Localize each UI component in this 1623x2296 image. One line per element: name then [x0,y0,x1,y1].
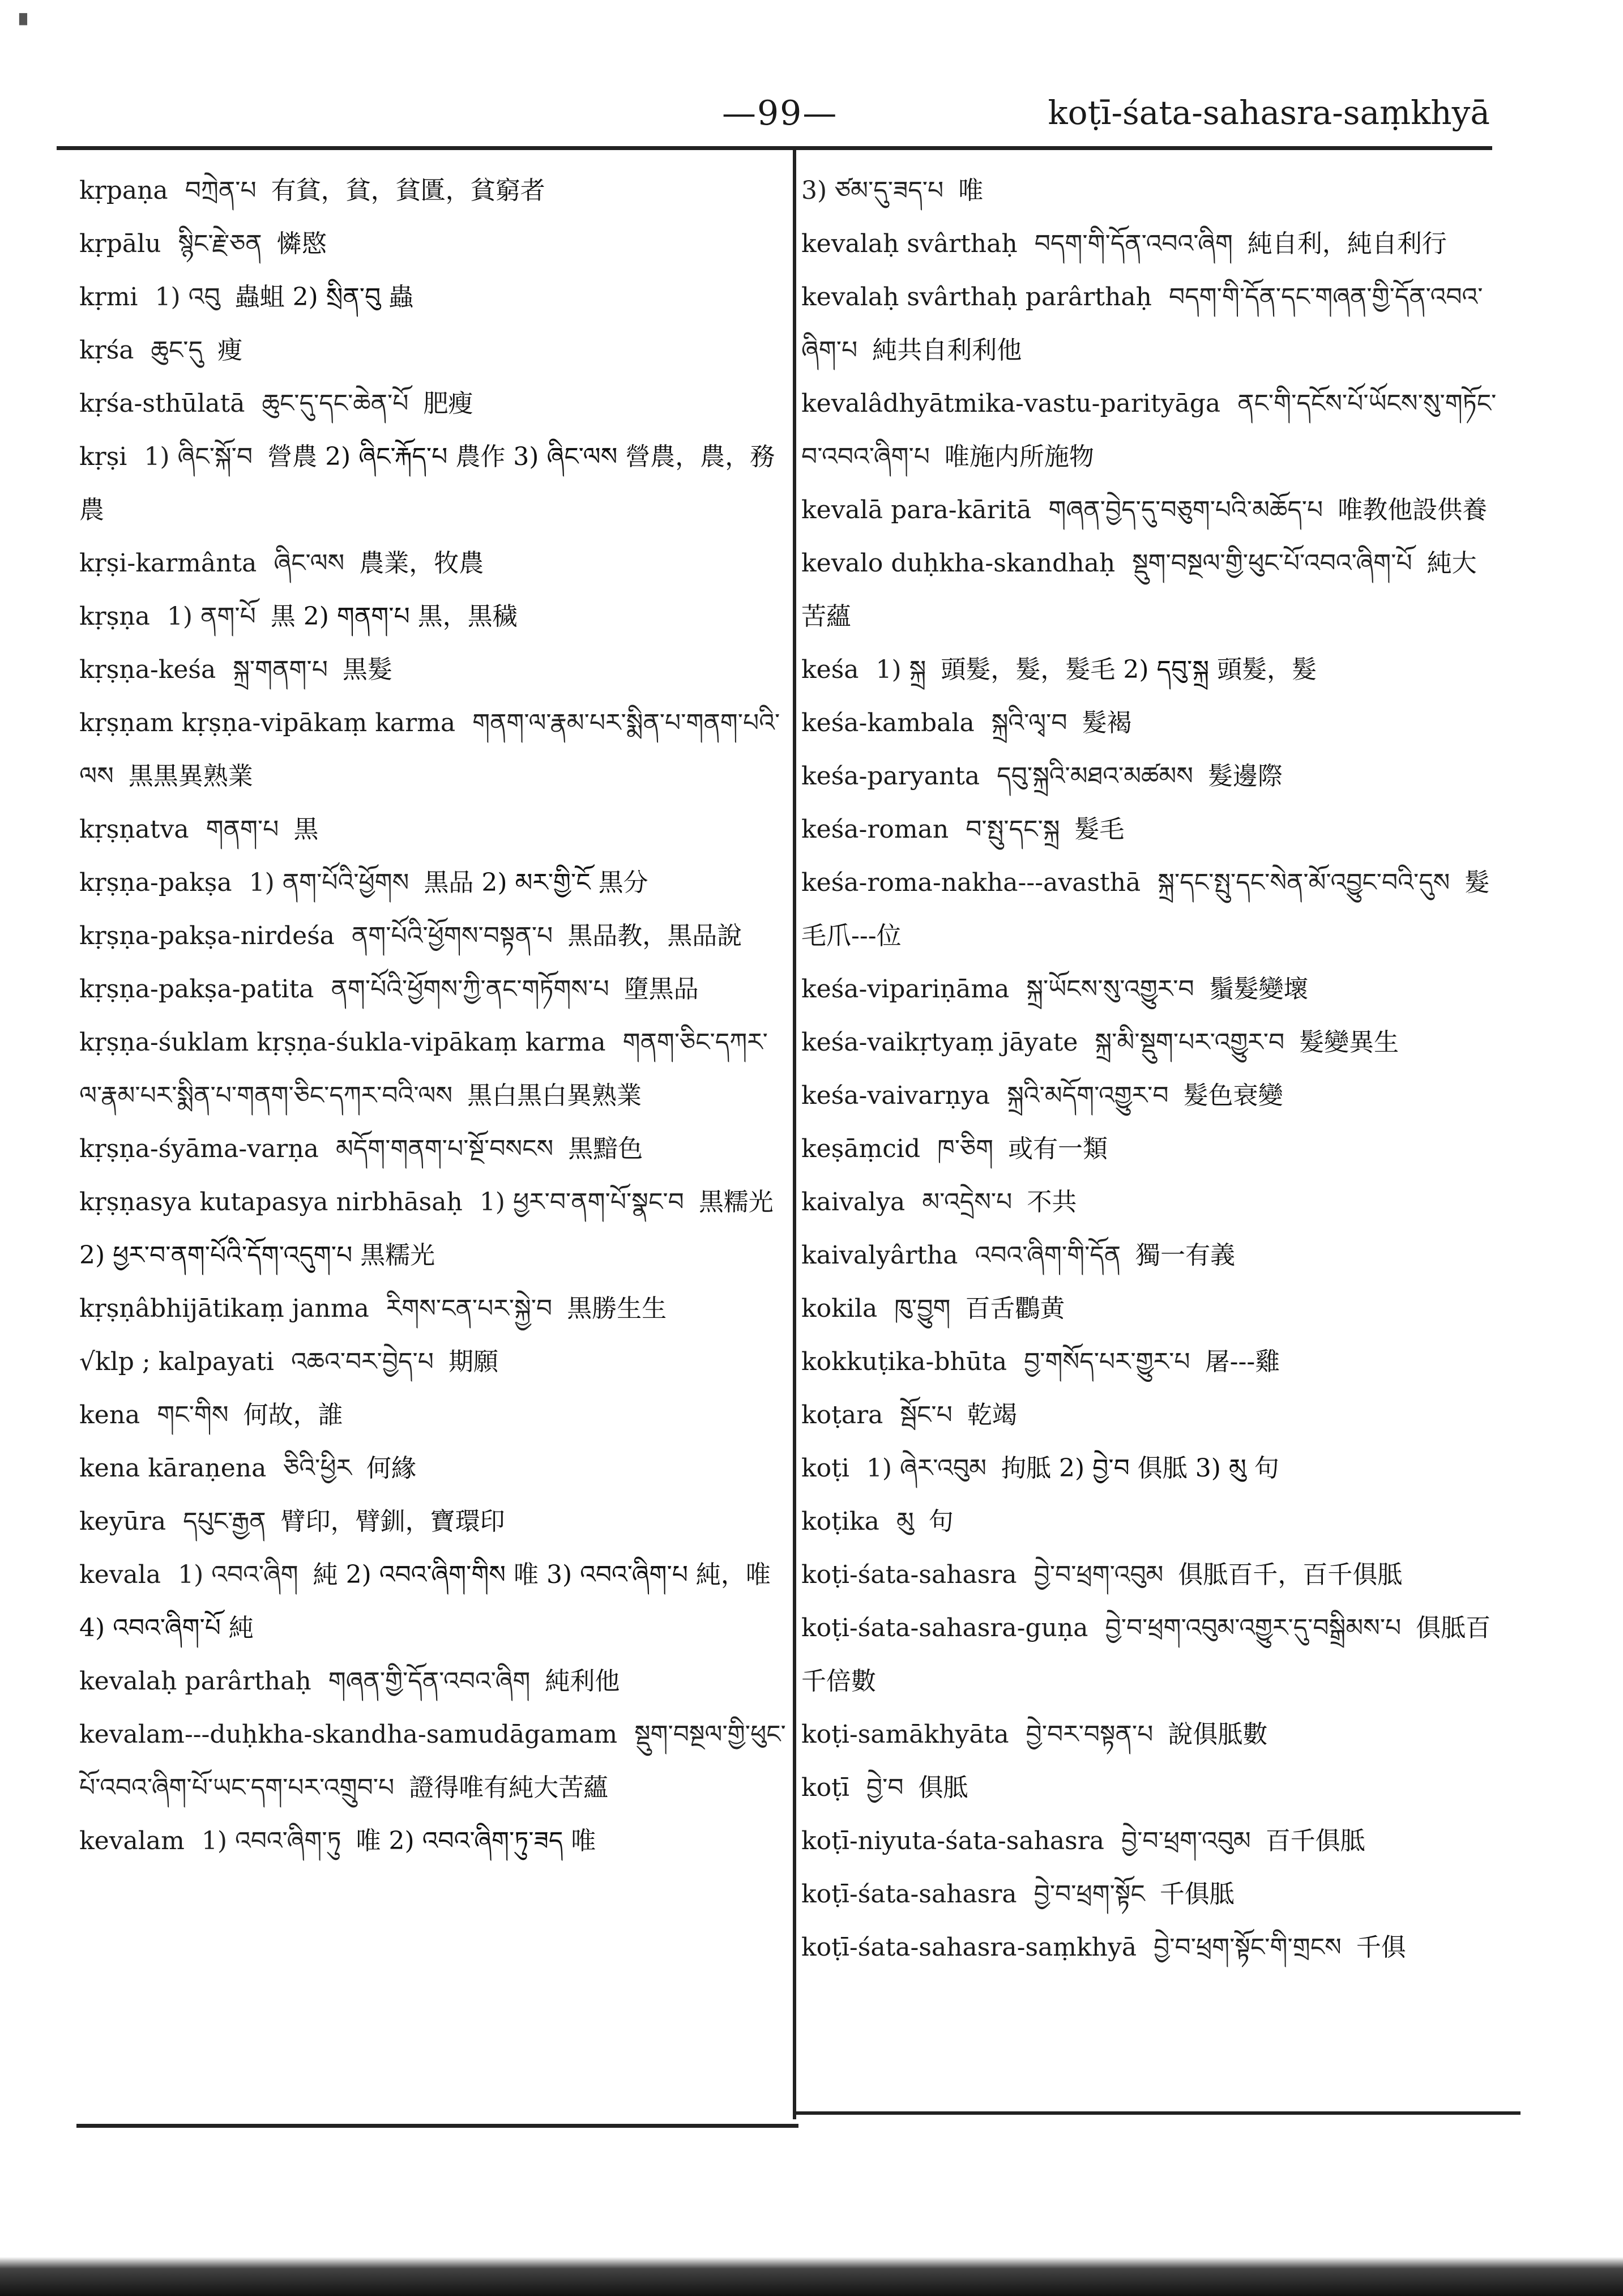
headword: keśa-vaikṛtyaṃ jāyate [801,1028,1078,1057]
chinese-gloss: 唯 [958,176,984,205]
chinese-gloss: 髮褐 [1082,709,1132,737]
tibetan-gloss: ནག་པོའི་ཕྱོགས་ཀྱི་ནང་གཏོགས་པ [331,975,609,1004]
chinese-gloss: 句 [928,1507,954,1536]
chinese-gloss: 拘胝 2) བྱེ་བ 俱胝 3) མུ 句 [1001,1454,1279,1483]
tibetan-gloss: མུ [896,1507,914,1536]
headword: kevalâdhyātmika-vastu-parityāga [801,389,1221,418]
column-divider [793,148,796,2119]
tibetan-gloss: བདག་གི་དོན་འབའ་ཞིག [1034,229,1233,258]
chinese-gloss: 俱胝 [918,1773,968,1802]
tibetan-gloss: གཞན་གྱི་དོན་འབའ་ཞིག [328,1667,531,1696]
dictionary-entry [801,1176,1498,1229]
headword: kṛṣi-karmânta [79,549,257,578]
tibetan-gloss: བཀྲེན་པ [185,176,257,205]
dictionary-entry [79,537,787,590]
headword: kṛṣi [79,442,127,471]
dictionary-entry [801,1602,1498,1708]
tibetan-gloss: ཞིང་ལས [274,549,345,578]
chinese-gloss: 肥瘦 [423,389,473,418]
chinese-gloss: 頭髮，髮，髮毛 2) དབུ་སྐྲ 頭髮，髮 [941,655,1317,684]
tibetan-gloss: ཆུང་དུ་དང་ཆེན་པོ [262,389,409,418]
chinese-gloss: 不共 [1027,1188,1077,1217]
tibetan-gloss: 1) ཞིང་སྐོ་བ [144,442,253,471]
tibetan-gloss: ཁ་ཅིག [937,1134,994,1163]
tibetan-gloss: སྐྲའི་མདོག་འགྱུར་བ [1007,1081,1169,1110]
headword: kṛṣṇa-śuklam kṛṣṇa-śukla-vipākaṃ karma [79,1028,606,1057]
chinese-gloss: 何故，誰 [243,1401,343,1429]
dictionary-entry [801,750,1498,803]
chinese-gloss: 墮黒品 [623,975,699,1004]
headword: kṛśa-sthūlatā [79,389,245,418]
dictionary-entry [801,1548,1498,1602]
top-rule [57,146,1492,150]
tibetan-gloss: 1) ཕྱར་བ་ནག་པོ་སྣང་བ [479,1188,684,1217]
dictionary-entry [79,324,787,377]
right-column [801,164,1498,1974]
chinese-gloss: 髮邊際 [1207,762,1283,791]
chinese-gloss: 唯施内所施物 [944,442,1094,471]
tibetan-gloss: སྡུག་བསྔལ་གྱི་ཕུང་པོ་འབའ་ཞིག་པོ་ཡང་དག་པར་འགྲུབ་པ [79,1720,786,1802]
headword: √klp ; kalpayati [79,1347,274,1376]
tibetan-gloss: 1) སྐྲ [875,655,926,684]
tibetan-gloss: ཆུང་དུ [151,336,203,365]
dictionary-entry [79,910,787,963]
dictionary-entry [801,1921,1498,1974]
dictionary-entry [79,1655,787,1708]
dictionary-entry [79,1815,787,1868]
chinese-gloss: 純自利，純自利行 [1247,229,1447,258]
tibetan-gloss: སྡུག་བསྔལ་གྱི་ཕུང་པོ་འབའ་ཞིག་པོ [1132,549,1412,578]
dictionary-entry [801,1708,1498,1761]
dictionary-entry [801,217,1498,271]
tibetan-gloss: གནག་པ [206,815,279,844]
dictionary-entry [801,1016,1498,1069]
dictionary-entry [801,164,1498,217]
headword: kṛṣṇatva [79,815,189,844]
headword: kṛṣṇâbhijātikaṃ janma [79,1294,369,1323]
dictionary-entry [79,430,787,537]
dictionary-entry [801,1229,1498,1282]
dictionary-entry [801,1335,1498,1389]
headword: kena [79,1401,140,1429]
chinese-gloss: 或有一類 [1008,1134,1108,1163]
headword: keśa-paryanta [801,762,980,791]
tibetan-gloss: 1) འབའ་ཞིག [178,1560,298,1589]
tibetan-gloss: གནག་ལ་རྣམ་པར་སྨིན་པ་གནག་པའི་ལས [79,709,780,791]
headword: koṭī-śata-sahasra [801,1880,1017,1909]
chinese-gloss: 證得唯有純大苦蘊 [409,1773,609,1802]
bottom-rule-left [76,2124,798,2128]
tibetan-gloss: ཅིའི་ཕྱིར [283,1454,352,1483]
dictionary-entry [79,963,787,1016]
chinese-gloss: 黒 2) གནག་པ 黒，黒穢 [270,602,518,631]
headword: keśa-roman [801,815,949,844]
headword: kṛṣṇa-pakṣa [79,868,232,897]
headword: kevalā para-kāritā [801,496,1032,524]
tibetan-gloss: བྱེ་བ [866,1773,904,1802]
tibetan-gloss: སྐྲ་གནག་པ [233,655,328,684]
dictionary-entry [79,1335,787,1389]
chinese-gloss: 千俱胝 [1159,1880,1235,1909]
dictionary-entry [79,164,787,217]
tibetan-gloss: དབུ་སྐྲའི་མཐའ་མཚམས [997,762,1193,791]
tibetan-gloss: སྐྲ་མི་སྡུག་པར་འགྱུར་བ [1095,1028,1285,1057]
tibetan-gloss: 1) འབའ་ཞིག་ཏུ [201,1826,341,1855]
chinese-gloss: 何緣 [366,1454,416,1483]
headword: keṣāṃcid [801,1134,921,1163]
headword: keyūra [79,1507,166,1536]
chinese-gloss: 黒品 2) མར་གྱི་ངོ 黒分 [424,868,648,897]
tibetan-gloss: བྱེ་བ་ཕྲག་འབུམ་འགྱུར་དུ་བསྒྲིམས་པ [1105,1614,1402,1642]
headword: kṛpālu [79,229,161,258]
dictionary-entry [801,963,1498,1016]
dictionary-entry [801,1495,1498,1548]
tibetan-gloss: བྱ་གསོད་པར་གྱུར་པ [1024,1347,1190,1376]
tibetan-gloss: ཁུ་བྱུག [894,1294,951,1323]
dictionary-entry [79,1389,787,1442]
dictionary-entry [801,803,1498,856]
chinese-gloss: 純共自利利他 [872,336,1022,365]
tibetan-gloss: བྱེ་བ་ཕྲག་སྟོང [1033,1880,1145,1909]
headword: kṛṣṇa-pakṣa-patita [79,975,314,1004]
tibetan-gloss: བདག་གི་དོན་དང་གཞན་གྱི་དོན་འབའ་ཞིག་པ [801,283,1483,365]
tibetan-gloss: མ་འདྲེས་པ [922,1188,1013,1217]
chinese-gloss: 痩 [217,336,242,365]
tibetan-gloss: བྱེ་བར་བསྟན་པ [1026,1720,1154,1749]
dictionary-entry [79,1548,787,1655]
chinese-gloss: 蟲蛆 2) སྲིན་བུ 蟲 [234,283,414,311]
headword: keśa-vaivarṇya [801,1081,990,1110]
dictionary-entry [801,1761,1498,1815]
headword: kokila [801,1294,878,1323]
dictionary-entry [801,537,1498,643]
tibetan-gloss: འཆའ་བར་བྱེད་པ [291,1347,434,1376]
headword: keśa-vipariṇāma [801,975,1010,1004]
tibetan-gloss: གནག་ཅིང་དཀར་ལ་རྣམ་པར་སྨིན་པ་གནག་ཅིང་དཀར་བའི་ལས [79,1028,768,1110]
chinese-gloss: 純 2) འབའ་ཞིག་གིས 唯 3) འབའ་ཞིག་པ 純，唯 4) འབའ་ཞིག་པོ 純 [79,1560,771,1642]
headword: koṭī [801,1773,849,1802]
tibetan-gloss: མདོག་གནག་པ་སྔོ་བསངས [335,1134,554,1163]
headword: kokkuṭika-bhūta [801,1347,1007,1376]
dictionary-entry [801,697,1498,750]
tibetan-gloss: 1) ནག་པོ [166,602,256,631]
chinese-gloss: 黒白黒白異熟業 [467,1081,642,1110]
dictionary-entry [79,643,787,697]
chinese-gloss: 髮變異生 [1299,1028,1399,1057]
dictionary-entry [801,1389,1498,1442]
headword: kena kāraṇena [79,1454,267,1483]
tibetan-gloss: སྐྲ་དང་སྤུ་དང་སེན་མོ་འབྱུང་བའི་དུས [1158,868,1450,897]
dictionary-entry [79,590,787,643]
chinese-gloss: 黒黒異熟業 [128,762,253,791]
dictionary-entry [79,1708,787,1815]
chinese-gloss: 臂印，臂釧，寶環印 [280,1507,505,1536]
dictionary-entry [79,1123,787,1176]
headword: kevalaḥ parârthaḥ [79,1667,311,1696]
chinese-gloss: 唯教他設供養 [1338,496,1488,524]
chinese-gloss: 憐愍 [276,229,327,258]
chinese-gloss: 百千俱胝 [1265,1826,1365,1855]
headword: keśa [801,655,859,684]
page-number: —99— [722,93,838,133]
dictionary-entry [79,271,787,324]
guide-word: koṭī-śata-sahasra-saṃkhyā [1048,93,1490,132]
headword: kevalam---duḥkha-skandha-samudāgamam [79,1720,618,1749]
tibetan-gloss: སྦོང་པ [900,1401,953,1429]
chinese-gloss: 髮毛爪---位 [801,868,1490,950]
chinese-gloss: 屠---雞 [1205,1347,1280,1376]
tibetan-gloss: བྱེ་བ་ཕྲག་སྟོང་གི་གྲངས [1154,1933,1342,1962]
headword: kṛṣṇa [79,602,150,631]
chinese-gloss: 黒髮 [342,655,392,684]
chinese-gloss: 黒勝生生 [567,1294,667,1323]
headword: kevala [79,1560,161,1589]
headword: koṭara [801,1401,883,1429]
chinese-gloss: 農業，牧農 [359,549,484,578]
chinese-gloss: 唯 2) འབའ་ཞིག་ཏུ་ཟད 唯 [356,1826,596,1855]
dictionary-entry [79,1495,787,1548]
tibetan-gloss: སྐྲའི་ལྭ་བ [991,709,1067,737]
dictionary-entry [801,484,1498,537]
headword: kaivalya [801,1188,906,1217]
chinese-gloss: 黒 [293,815,319,844]
headword: kevalo duḥkha-skandhaḥ [801,549,1116,578]
tibetan-gloss: ནག་པོའི་ཕྱོགས་བསྟན་པ [351,921,553,950]
tibetan-gloss: གཞན་བྱེད་དུ་བཅུག་པའི་མཆོད་པ [1048,496,1323,524]
headword: kṛmi [79,283,138,311]
dictionary-entry [79,217,787,271]
headword: koṭi-śata-sahasra [801,1560,1017,1589]
chinese-gloss: 說俱胝數 [1168,1720,1268,1749]
headword: koṭī-śata-sahasra-saṃkhyā [801,1933,1137,1962]
dictionary-entry [801,1123,1498,1176]
scan-corner-mark: ▝ [11,14,27,37]
dictionary-entry [801,1282,1498,1335]
chinese-gloss: 黒品教，黒品說 [567,921,742,950]
tibetan-gloss: དཔུང་རྒྱན [183,1507,266,1536]
dictionary-entry [801,1442,1498,1495]
headword: koṭi [801,1454,849,1483]
dictionary-entry [801,1069,1498,1123]
chinese-gloss: 髮色衰變 [1183,1081,1283,1110]
chinese-gloss: 俱胝百千倍數 [801,1614,1491,1696]
tibetan-gloss: 1) འབུ [155,283,220,311]
tibetan-gloss: རིགས་ངན་པར་སྐྱེ་བ [386,1294,553,1323]
headword: kaivalyârtha [801,1241,958,1270]
tibetan-gloss: བྱེ་བ་ཕྲག་འབུམ [1121,1826,1251,1855]
headword: keśa-roma-nakha---avasthā [801,868,1141,897]
tibetan-gloss: 1) ཞེར་འབུམ [866,1454,986,1483]
dictionary-entry [79,1282,787,1335]
chinese-gloss: 營農 2) ཞིང་རྐོད་པ 農作 3) ཞིང་ལས 營農，農，務農 [79,442,775,524]
dictionary-entry [801,643,1498,697]
headword: kṛṣṇa-śyāma-varṇa [79,1134,319,1163]
chinese-gloss: 純大苦蘊 [801,549,1477,631]
headword: keśa-kambala [801,709,975,737]
tibetan-gloss: བྱེ་བ་ཕྲག་འབུམ [1033,1560,1164,1589]
dictionary-entry [79,1016,787,1123]
headword: koṭi-śata-sahasra-guṇa [801,1614,1088,1642]
dictionary-entry [801,377,1498,484]
dictionary-entry [79,697,787,803]
chinese-gloss: 純利他 [545,1667,620,1696]
dictionary-entry [79,856,787,910]
headword: koṭī-niyuta-śata-sahasra [801,1826,1104,1855]
left-column [79,164,787,1868]
chinese-gloss: 百舌鸜黄 [965,1294,1065,1323]
headword: kṛṣṇa-pakṣa-nirdeśa [79,921,335,950]
headword: kevalaḥ svârthaḥ [801,229,1018,258]
headword: kṛṣṇam kṛṣṇa-vipākaṃ karma [79,709,456,737]
dictionary-entry [79,803,787,856]
chinese-gloss: 期願 [448,1347,498,1376]
headword: kṛpaṇa [79,176,168,205]
chinese-gloss: 髮毛 [1074,815,1125,844]
tibetan-gloss: ནང་གི་དངོས་པོ་ཡོངས་སུ་གཏོང་བ་འབའ་ཞིག་པ [801,389,1497,471]
headword: kevalam [79,1826,185,1855]
headword: kṛṣṇa-keśa [79,655,216,684]
tibetan-gloss: སྙིང་རྗེ་ཅན [178,229,262,258]
tibetan-gloss: བ་སྤུ་དང་སྐྲ [966,815,1060,844]
dictionary-entry [801,1815,1498,1868]
tibetan-gloss: 1) ནག་པོའི་ཕྱོགས [249,868,409,897]
headword: kṛṣṇasya kutapasya nirbhāsaḥ [79,1188,463,1217]
headword: kṛśa [79,336,134,365]
chinese-gloss: 黒黯色 [568,1134,643,1163]
dictionary-entry [801,1868,1498,1921]
chinese-gloss: 獨一有義 [1135,1241,1236,1270]
chinese-gloss: 千俱 [1356,1933,1406,1962]
dictionary-entry [79,377,787,430]
headword: koṭika [801,1507,879,1536]
chinese-gloss: 俱胝百千，百千俱胝 [1178,1560,1403,1589]
dictionary-entry [801,856,1498,963]
chinese-gloss: 乾竭 [967,1401,1017,1429]
tibetan-gloss: འབའ་ཞིག་གི་དོན [975,1241,1121,1270]
dictionary-entry [79,1176,787,1282]
headword: koṭi-samākhyāta [801,1720,1009,1749]
dictionary-entry [801,271,1498,377]
scan-edge-band [0,2257,1623,2296]
tibetan-gloss: སྐྲ་ཡོངས་སུ་འགྱུར་བ [1026,975,1194,1004]
tibetan-gloss: གང་གིས [157,1401,229,1429]
chinese-gloss: 鬚髮變壞 [1208,975,1309,1004]
tibetan-gloss: 3) ཙམ་དུ་ཟད་པ [801,176,944,205]
chinese-gloss: 黒糯光 2) ཕྱར་བ་ནག་པོའི་དོག་འདུག་པ 黒糯光 [79,1188,774,1270]
headword: kevalaḥ svârthaḥ parârthaḥ [801,283,1152,311]
bottom-rule-right [793,2111,1521,2115]
chinese-gloss: 有貧，貧，貧匱，貧窮者 [271,176,545,205]
dictionary-entry [79,1442,787,1495]
